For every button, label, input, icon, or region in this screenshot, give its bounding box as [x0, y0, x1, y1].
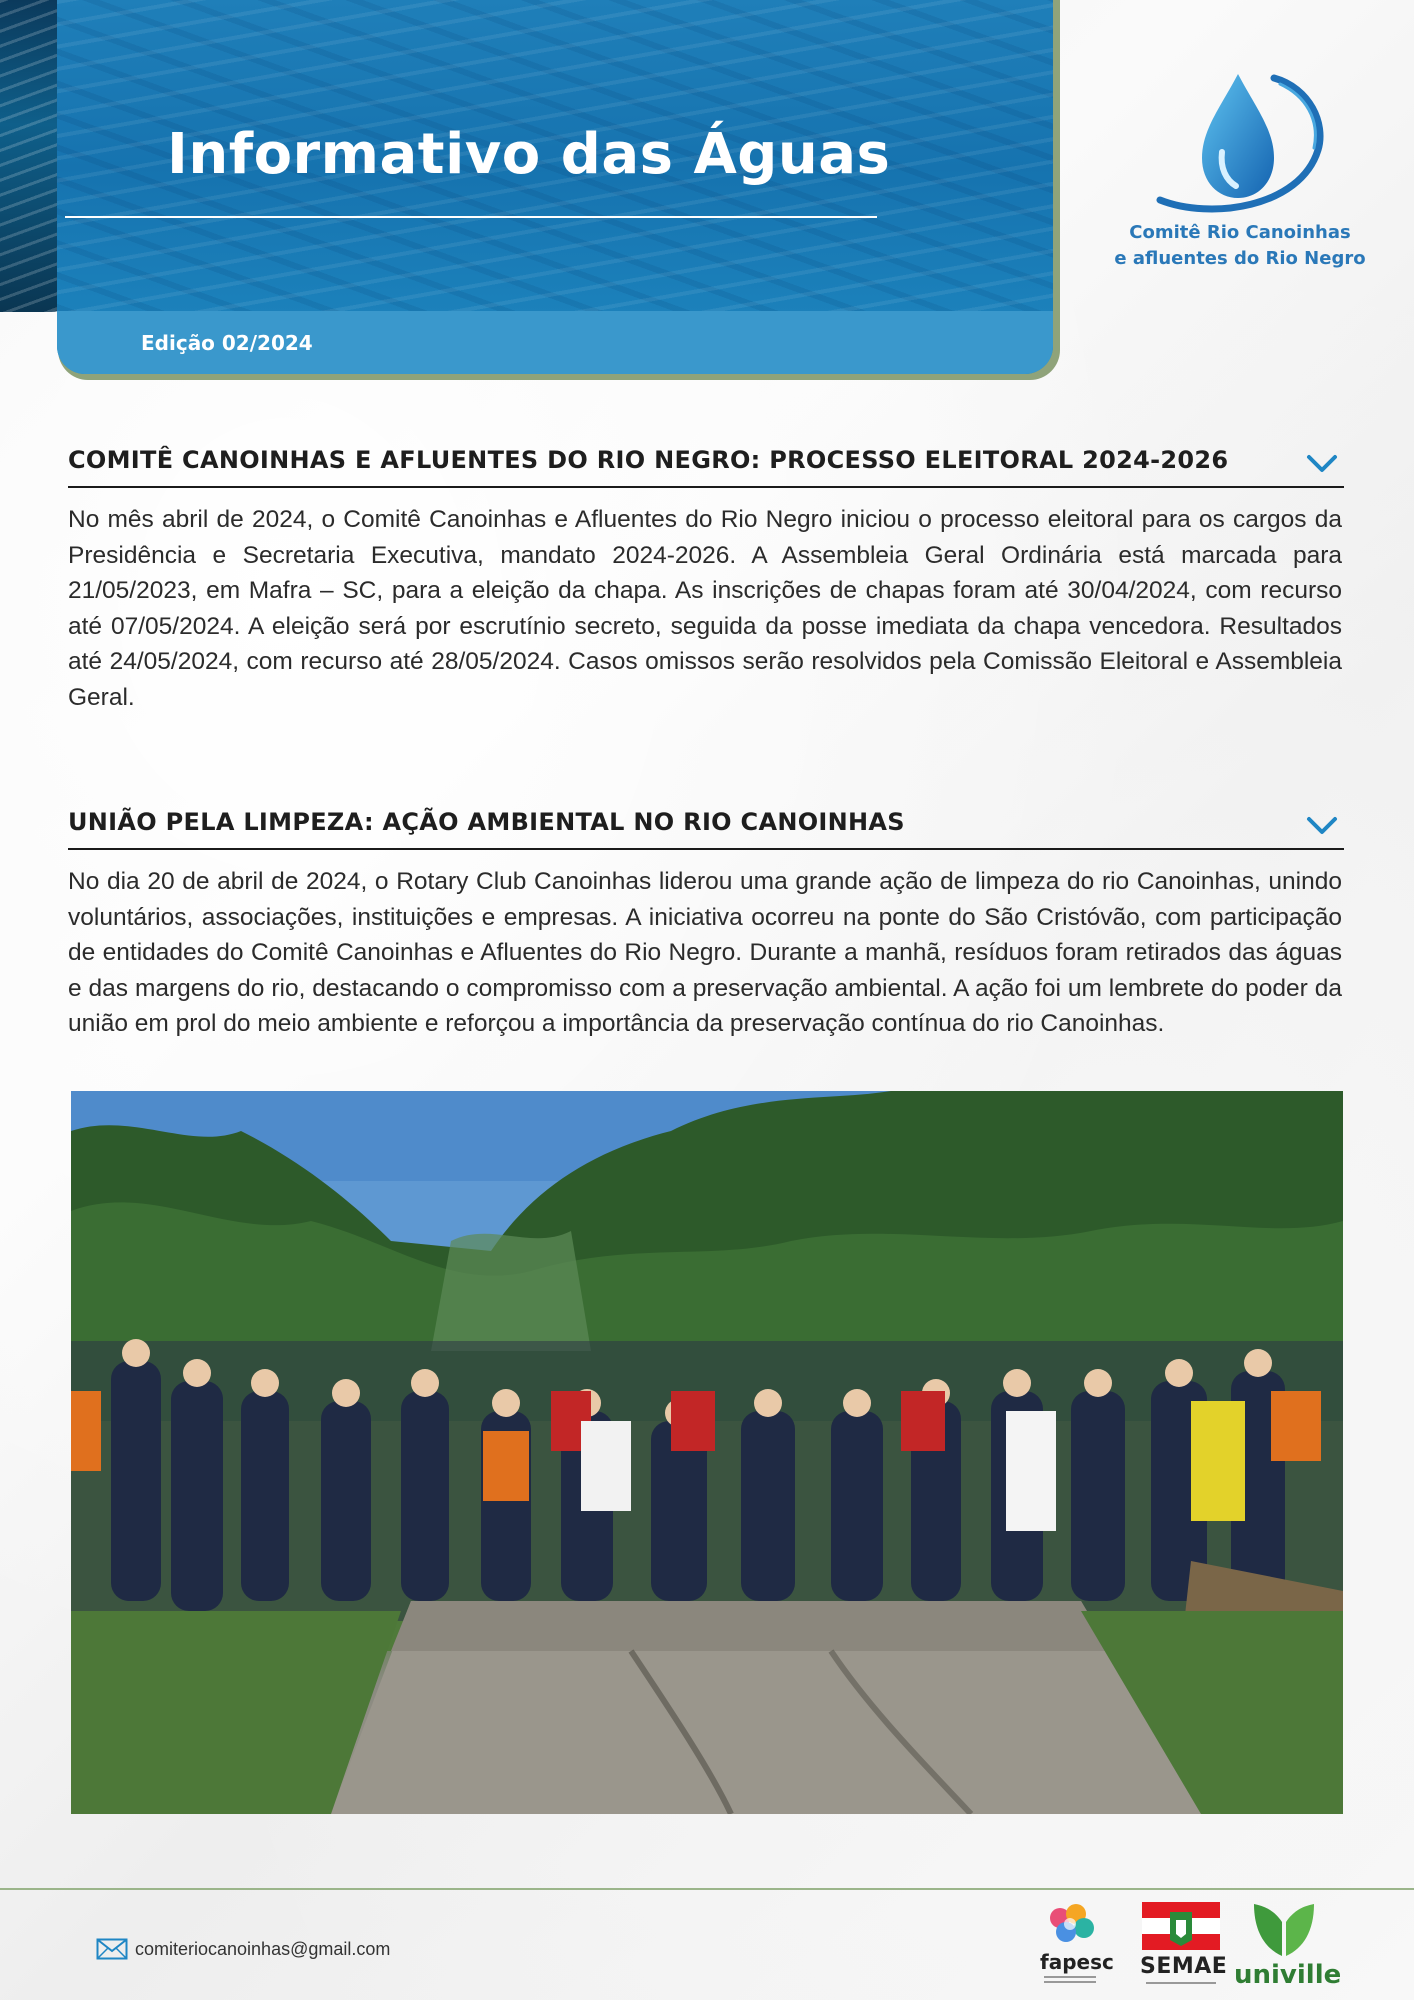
section-electoral-process: [68, 436, 1344, 715]
edition-label: Edição 02/2024: [141, 331, 313, 355]
footer-divider: [0, 1888, 1414, 1890]
page-title: Informativo das Águas: [167, 122, 891, 187]
edition-band: [57, 311, 1053, 374]
fapesc-tagline-line: [1044, 1981, 1096, 1983]
semae-tagline-line: [1146, 1982, 1216, 1984]
mail-icon: [96, 1938, 128, 1960]
fapesc-tagline-line: [1044, 1976, 1096, 1978]
logo-text-line1: Comitê Rio Canoinhas: [1129, 222, 1351, 243]
chevron-down-icon[interactable]: [1306, 816, 1338, 836]
committee-logo: [1110, 68, 1370, 278]
contact-email[interactable]: comiteriocanoinhas@gmail.com: [135, 1939, 391, 1959]
section-cleanup-action: [68, 798, 1344, 1042]
semae-logo: [1140, 1900, 1228, 1990]
group-photo: [71, 1091, 1343, 1814]
univille-label: univille: [1234, 1960, 1342, 1990]
univille-leaf-icon: [1234, 1900, 1334, 1960]
volunteers-photo-illustration: [71, 1091, 1343, 1814]
fapesc-label: fapesc: [1040, 1950, 1114, 1974]
title-underline: [65, 216, 877, 218]
logo-text-line2: e afluentes do Rio Negro: [1114, 248, 1366, 269]
fapesc-logo: [1040, 1900, 1114, 1990]
section-header: [68, 436, 1344, 488]
water-drop-icon: [1150, 68, 1330, 218]
section-title: UNIÃO PELA LIMPEZA: AÇÃO AMBIENTAL NO RIO CANOINHAS: [68, 808, 905, 836]
section-body: No mês abril de 2024, o Comitê Canoinhas e Afluentes do Rio Negro iniciou o processo eleitoral para os cargos da Presidência e Secretaria Executiva, mandato 2024-2026. A Assembleia Geral Ordinária está marcada para 21/05/2023, em Mafra – SC, para a eleição da chapa. As inscrições de chapas foram até 30/04/2024, com recurso até 07/05/2024. A eleição será por escrutínio secreto, seguida da posse imediata da chapa vencedora. Resultados até 24/05/2024, com recurso até 28/05/2024. Casos omissos serão resolvidos pela Comissão Eleitoral e Assembleia Geral.: [68, 506, 1342, 711]
section-title: COMITÊ CANOINHAS E AFLUENTES DO RIO NEGRO: PROCESSO ELEITORAL 2024-2026: [68, 446, 1229, 474]
santa-catarina-flag-icon: [1140, 1900, 1222, 1952]
section-header: [68, 798, 1344, 850]
chevron-down-icon[interactable]: [1306, 454, 1338, 474]
header-banner: [57, 0, 1053, 374]
univille-logo: [1234, 1900, 1342, 1998]
section-body: No dia 20 de abril de 2024, o Rotary Club Canoinhas liderou uma grande ação de limpeza do rio Canoinhas, unindo voluntários, associações, instituições e empresas. A iniciativa ocorreu na ponte do São Cristóvão, com participação de entidades do Comitê Canoinhas e Afluentes do Rio Negro. Durante a manhã, resíduos foram retirados das águas e das margens do rio, destacando o compromisso com a preservação ambiental. A ação foi um lembrete do poder da união em prol do meio ambiente e reforçou a importância da preservação contínua do rio Canoinhas.: [68, 868, 1342, 1037]
semae-label: SEMAE: [1140, 1954, 1228, 1979]
fapesc-brain-icon: [1040, 1900, 1100, 1950]
